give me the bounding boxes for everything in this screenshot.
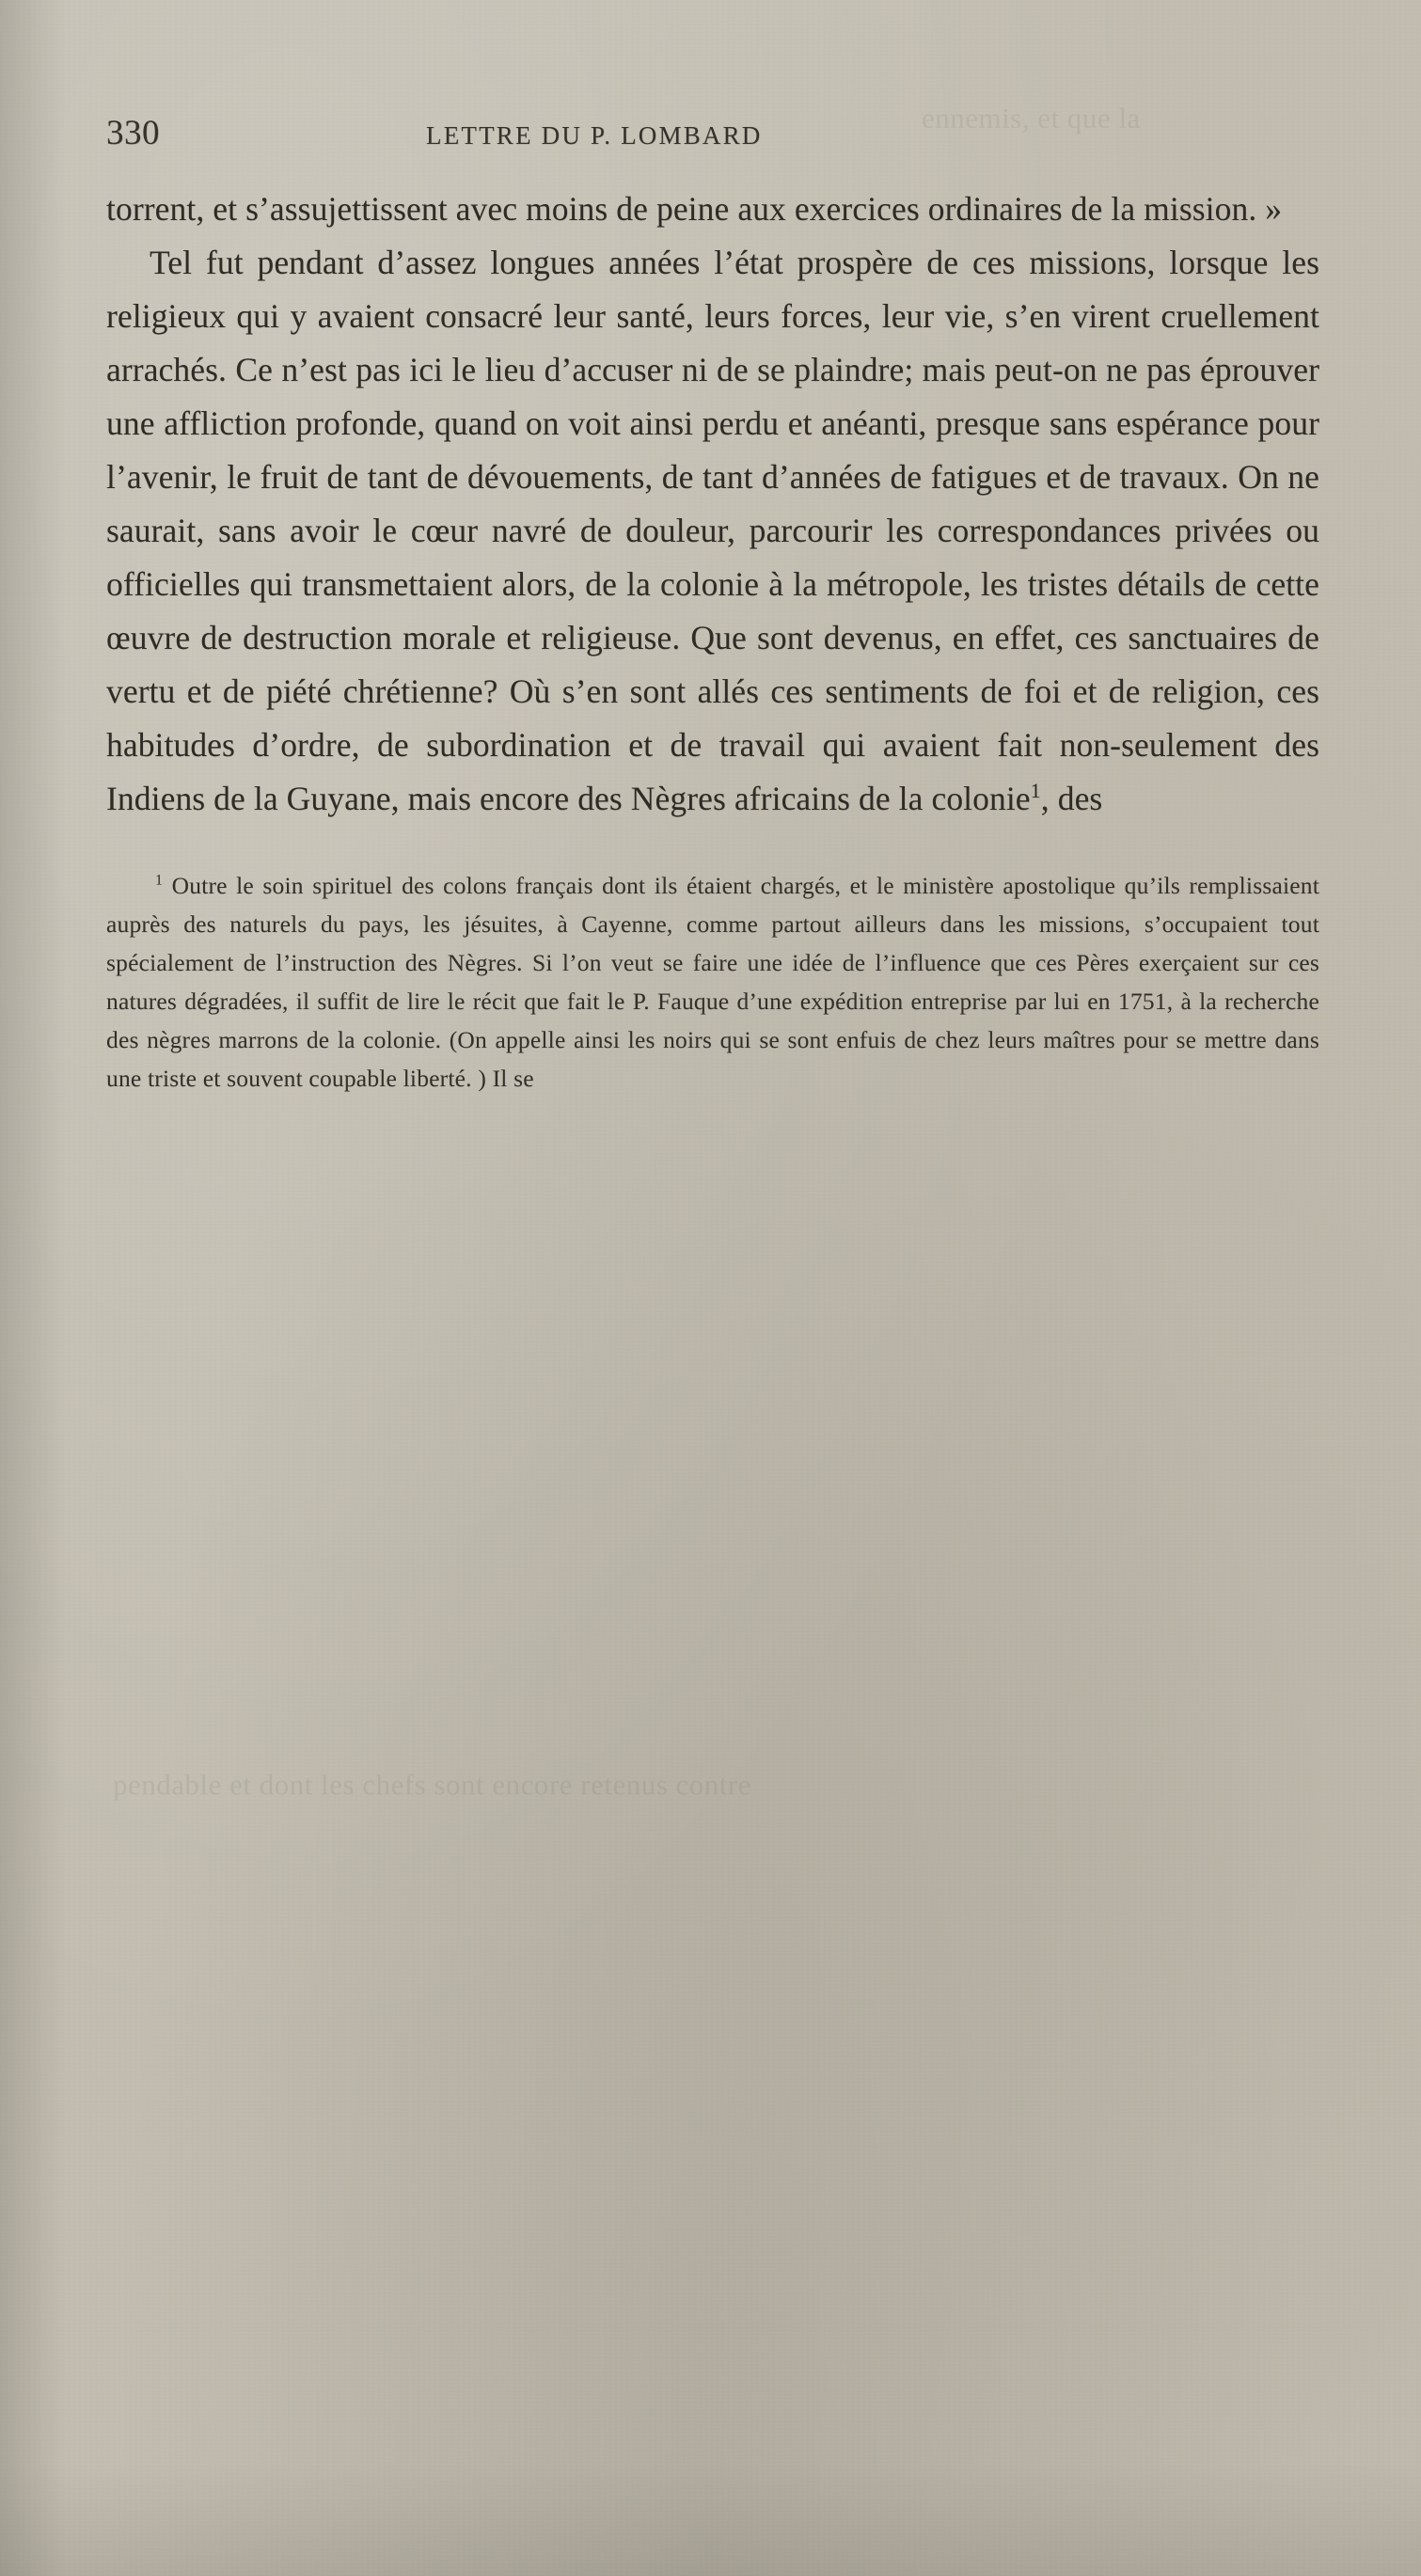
left-edge-shadow xyxy=(0,0,66,2576)
footnote-marker: 1 xyxy=(155,872,164,889)
running-head: LETTRE DU P. LOMBARD xyxy=(426,121,763,150)
page-number: 330 xyxy=(106,114,160,152)
footnote-separator xyxy=(106,841,388,842)
body-text xyxy=(106,182,1319,826)
footnote-reference-marker: 1 xyxy=(1030,779,1041,803)
show-through-text-middle: pendable et dont les chefs sont encore retenus contre xyxy=(113,1768,751,1801)
paragraph-main xyxy=(106,236,1319,826)
footnote-block xyxy=(106,866,1319,1098)
page-header xyxy=(106,113,1319,162)
page-content xyxy=(106,113,1319,1098)
paragraph-continued: torrent, et s’assujettissent avec moins de peine aux exercices ordinaires de la mission. » xyxy=(106,190,1283,228)
bottom-edge-shadow xyxy=(0,2463,1421,2576)
show-through-text-top: ennemis, et que la xyxy=(922,102,1141,134)
paragraph-main-tail: , des xyxy=(1040,780,1103,817)
paragraph-main-text: Tel fut pendant d’assez longues années l’état prospère de ces missions, lorsque les religieux qui y avaient consacré leur santé, leurs forces, leur vie, s’en virent cruellement arrachés. Ce n’est pas ici le lieu d’accuser ni de se plaindre; mais peut-on ne pas éprouver une affliction profonde, quand on voit ainsi perdu et anéanti, presque sans espérance pour l’avenir, le fruit de tant de dévouements, de tant d’années de fatigues et de travaux. On ne saurait, sans avoir le cœur navré de douleur, parcourir les correspondances privées ou officielles qui transmettaient alors, de la colonie à la métropole, les tristes détails de cette œuvre de destruction morale et religieuse. Que sont devenus, en effet, ces sanctuaires de vertu et de piété chrétienne? Où s’en sont allés ces sentiments de foi et de religion, ces habitudes d’ordre, de subordination et de travail qui avaient fait non-seulement des Indiens de la Guyane, mais encore des Nègres africains de la colonie xyxy=(106,244,1319,817)
footnote-text: Outre le soin spirituel des colons français dont ils étaient chargés, et le ministère apostolique qu’ils remplissaient auprès des naturels du pays, les jésuites, à Cayenne, comme partout ailleurs dans les missions, s’occupaient tout spécialement de l’instruction des Nègres. Si l’on veut se faire une idée de l’influence que ces Pères exerçaient sur ces natures dégradées, il suffit de lire le récit que fait le P. Fauque d’une expédition entreprise par lui en 1751, à la recherche des nègres marrons de la colonie. (On appelle ainsi les noirs qui se sont enfuis de chez leurs maîtres pour se mettre dans une triste et souvent coupable liberté. ) Il se xyxy=(106,872,1319,1092)
